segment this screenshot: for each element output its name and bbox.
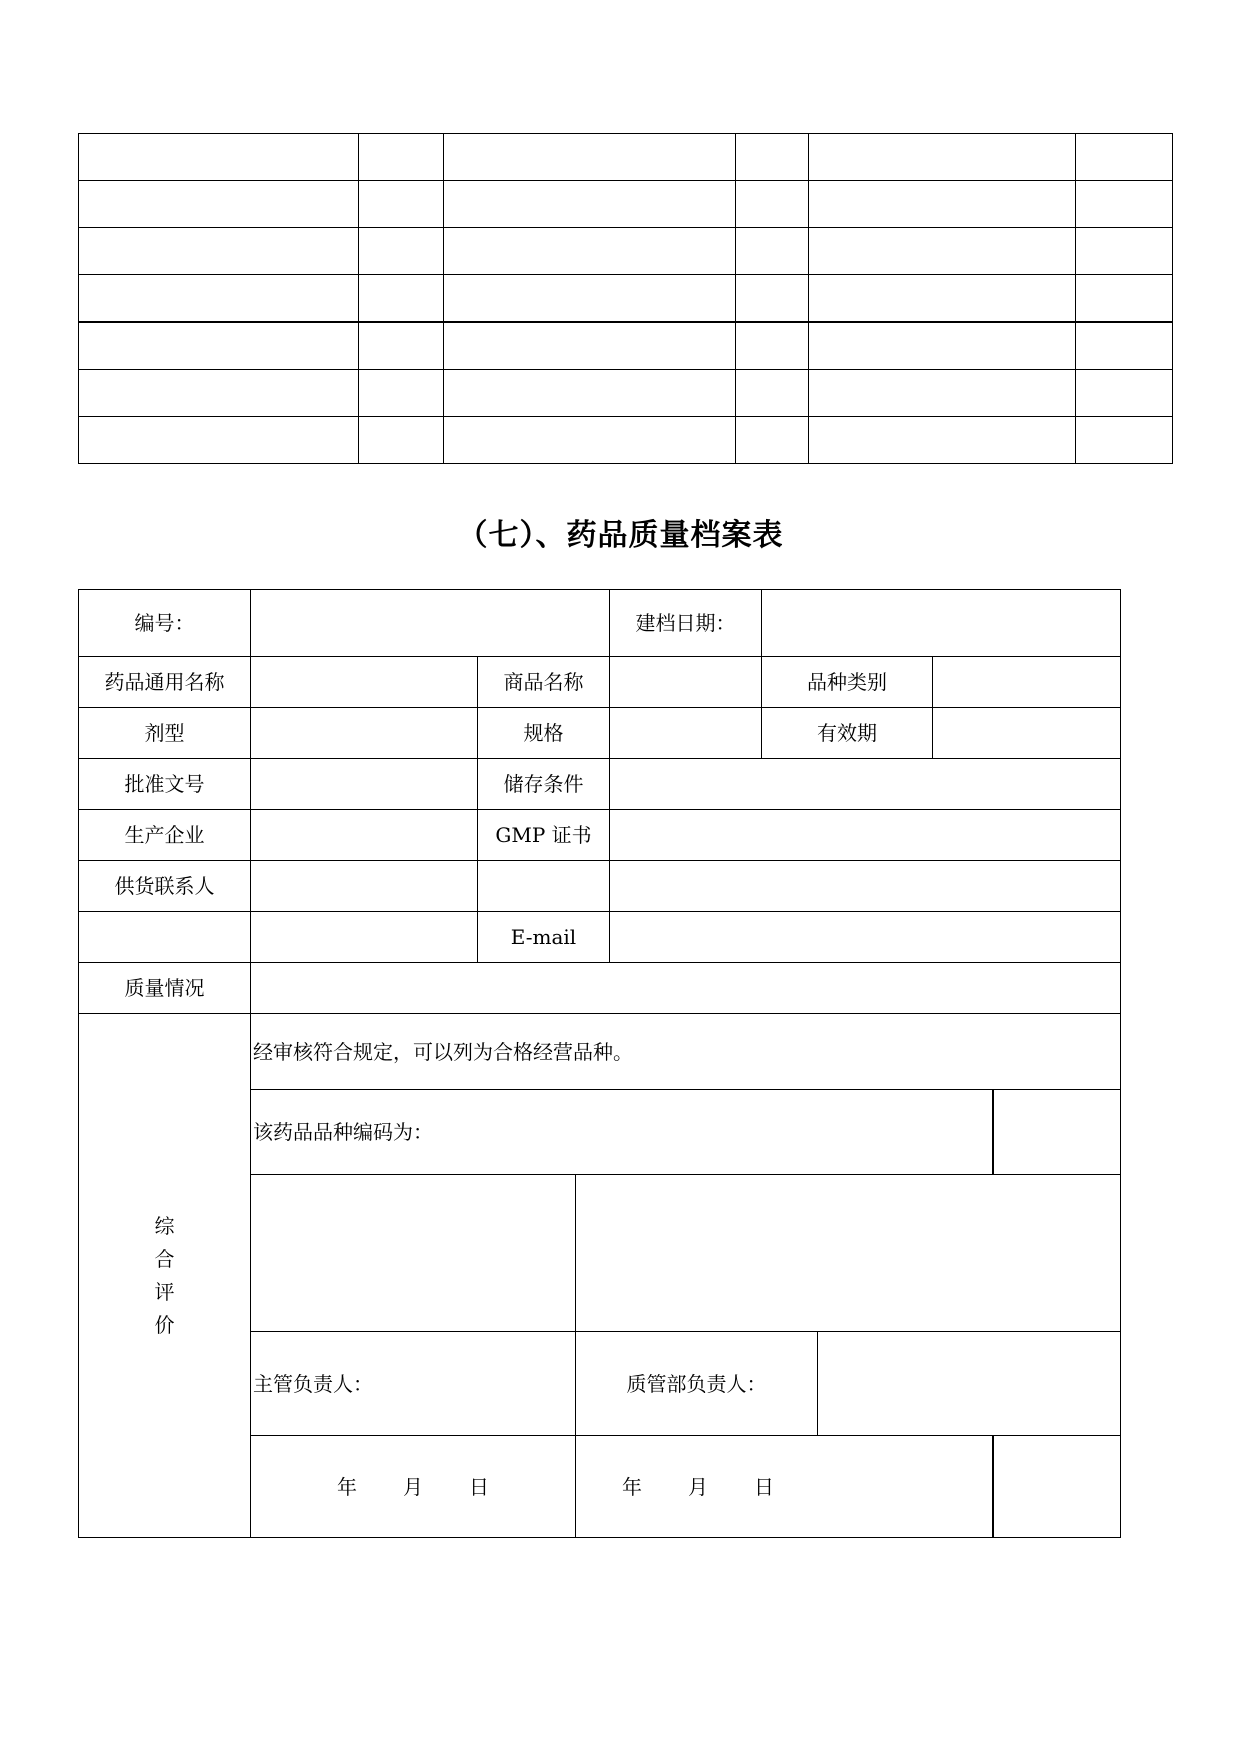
validity-label: 有效期 xyxy=(762,708,933,759)
table-row xyxy=(79,1014,1121,1090)
trade-name-label: 商品名称 xyxy=(478,657,610,708)
approval-number-label: 批准文号 xyxy=(79,759,251,810)
specification-label: 规格 xyxy=(478,708,610,759)
table-row xyxy=(79,417,1173,464)
qa-head-signature-field[interactable] xyxy=(818,1332,1121,1436)
manufacturer-field[interactable] xyxy=(251,810,478,861)
evaluation-left-field[interactable] xyxy=(251,1175,576,1332)
qa-head-date[interactable]: 年 月 日 xyxy=(576,1436,993,1538)
evaluation-label: 综 合 评 价 xyxy=(79,1014,251,1538)
table-row xyxy=(79,322,1173,370)
archive-date-label: 建档日期： xyxy=(610,590,762,657)
table-row xyxy=(79,861,1121,912)
variety-code-label: 该药品品种编码为： xyxy=(251,1090,993,1175)
gmp-label: GMP 证书 xyxy=(478,810,610,861)
supervisor-label: 主管负责人： xyxy=(251,1332,576,1436)
archive-date-field[interactable] xyxy=(762,590,1121,657)
table-row xyxy=(79,275,1173,323)
supplier-contact-field[interactable] xyxy=(251,861,478,912)
storage-field[interactable] xyxy=(610,759,1121,810)
generic-name-label: 药品通用名称 xyxy=(79,657,251,708)
quality-label: 质量情况 xyxy=(79,963,251,1014)
approval-statement: 经审核符合规定，可以列为合格经营品种。 xyxy=(251,1014,1121,1090)
evaluation-right-field[interactable] xyxy=(576,1175,1121,1332)
generic-name-field[interactable] xyxy=(251,657,478,708)
variety-code-field[interactable] xyxy=(993,1090,1121,1175)
specification-field[interactable] xyxy=(610,708,762,759)
manufacturer-label: 生产企业 xyxy=(79,810,251,861)
table-row xyxy=(79,181,1173,228)
table-row xyxy=(79,657,1121,708)
drug-quality-archive-table xyxy=(78,589,1121,1538)
storage-label: 储存条件 xyxy=(478,759,610,810)
table-row xyxy=(79,134,1173,181)
variety-category-label: 品种类别 xyxy=(762,657,933,708)
approval-number-field[interactable] xyxy=(251,759,478,810)
quality-field[interactable] xyxy=(251,963,1121,1014)
dosage-form-label: 剂型 xyxy=(79,708,251,759)
supplier-contact-detail-field[interactable] xyxy=(610,861,1121,912)
supplier-contact-label: 供货联系人 xyxy=(79,861,251,912)
table-row xyxy=(79,810,1121,861)
supplier-contact-extra-field[interactable] xyxy=(478,861,610,912)
email-field[interactable] xyxy=(610,912,1121,963)
supervisor-date[interactable]: 年 月 日 xyxy=(251,1436,576,1538)
table-row xyxy=(79,759,1121,810)
serial-label: 编号： xyxy=(79,590,251,657)
variety-category-field[interactable] xyxy=(933,657,1121,708)
serial-field[interactable] xyxy=(251,590,610,657)
blank-label-cell xyxy=(79,912,251,963)
table-row xyxy=(79,590,1121,657)
dosage-form-field[interactable] xyxy=(251,708,478,759)
gmp-field[interactable] xyxy=(610,810,1121,861)
validity-field[interactable] xyxy=(933,708,1121,759)
qa-head-label: 质管部负责人： xyxy=(576,1332,818,1436)
table-row xyxy=(79,228,1173,275)
table-row xyxy=(79,963,1121,1014)
table-row xyxy=(79,912,1121,963)
page-title: （七）、药品质量档案表 xyxy=(457,518,784,553)
table-row xyxy=(79,708,1121,759)
table-row xyxy=(79,370,1173,417)
date-extra-field[interactable] xyxy=(993,1436,1121,1538)
blank-field[interactable] xyxy=(251,912,478,963)
trade-name-field[interactable] xyxy=(610,657,762,708)
email-label: E-mail xyxy=(478,912,610,963)
continuation-table xyxy=(78,133,1173,464)
